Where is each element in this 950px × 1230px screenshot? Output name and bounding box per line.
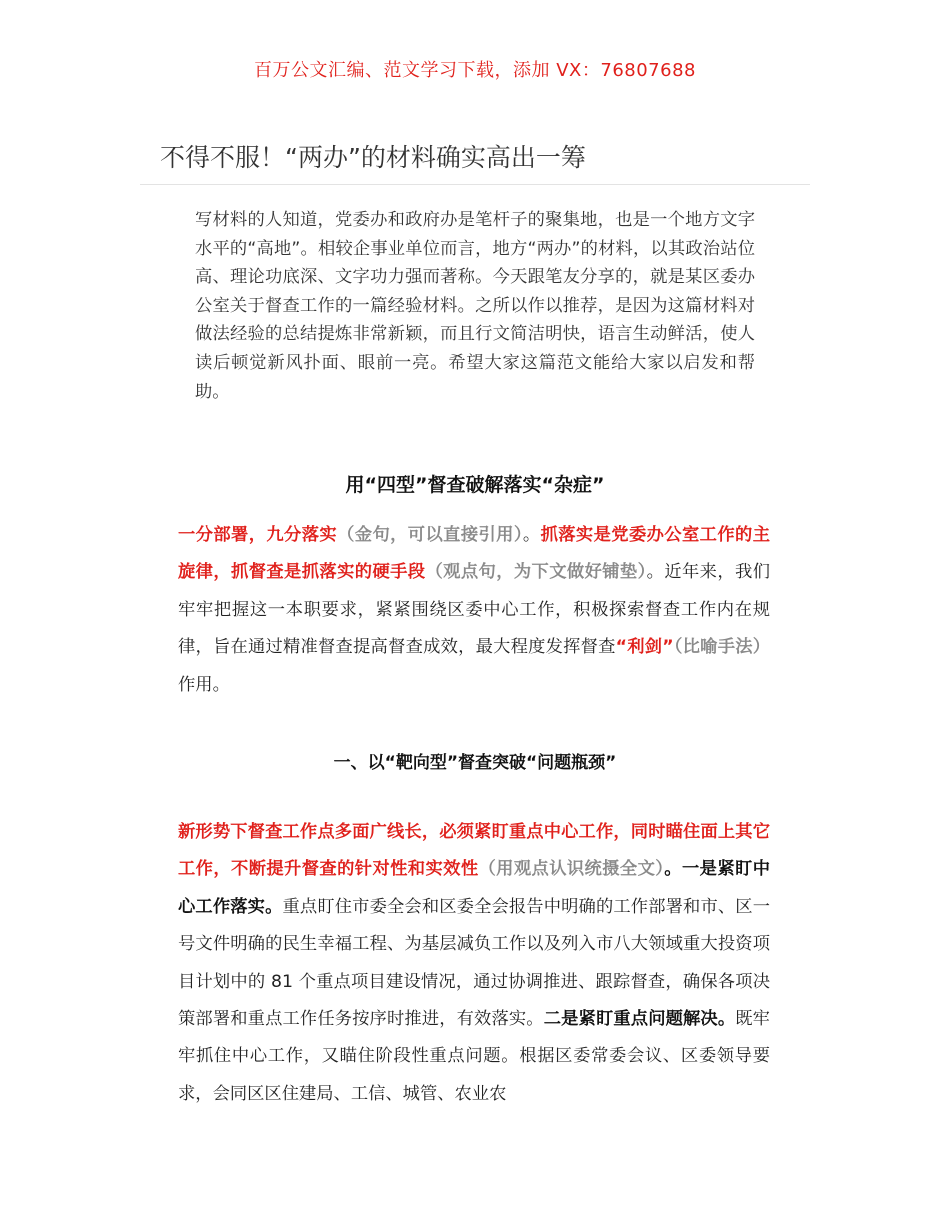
watermark-banner: 百万公文汇编、范文学习下载，添加 VX：76807688 (254, 60, 696, 81)
body-text: 既牢牢抓住中心工作，又瞄住阶段性重点问题。根据区委常委会议、区委领导要求，会同区区住建局、工信、城管、农业农 (178, 1009, 770, 1104)
subsection-title: 一、以“靶向型”督查突破“问题瓶颈” (333, 753, 617, 773)
highlight-text: 新形势下督查工作点多面广线长，必须紧盯重点中心工作，同时瞄住面上其它工作，不断提升督查的针对性和实效性 (178, 822, 770, 880)
point-heading: 一是紧盯中心工作落实。 (178, 859, 770, 917)
body-text: 。 (664, 859, 682, 880)
highlight-text: 抓落实是党委办公室工作的主旋律，抓督查是抓落实的硬手段 (178, 525, 770, 583)
body-text: 。近年来，我们牢牢把握这一本职要求，紧紧围绕区委中心工作，积极探索督查工作内在规律，旨在通过精准督查提高督查成效，最大程度发挥督查 (178, 562, 770, 658)
intro-paragraph: 写材料的人知道，党委办和政府办是笔杆子的聚集地，也是一个地方文字水平的“高地”。相较企事业单位而言，地方“两办”的材料，以其政治站位高、理论功底深、文字功力强而著称。今天跟笔友分享的，就是某区委办公室关于督查工作的一篇经验材料。之所以作以推荐，是因为这篇材料对做法经验的总结提炼非常新颖，而且行文简洁明快，语言生动鲜活，使人读后顿觉新风扑面、眼前一亮。希望大家这篇范文能给大家以启发和帮助。 (195, 210, 755, 402)
paragraph-2 (178, 814, 770, 1113)
annotation-note: （比喻手法） (673, 637, 770, 658)
highlight-text: “利剑” (615, 637, 674, 658)
section-title: 用“四型”督查破解落实“杂症” (345, 474, 605, 496)
article-title: 不得不服！“两办”的材料确实高出一筹 (160, 143, 586, 172)
title-divider (140, 184, 810, 185)
annotation-note: （金句，可以直接引用） (337, 525, 523, 545)
paragraph-1 (178, 517, 770, 704)
highlight-text: 一分部署，九分落实 (178, 525, 338, 545)
annotation-note: （观点句，为下文做好铺垫） (425, 562, 647, 583)
body-text: 重点盯住市委全会和区委全会报告中明确的工作部署和市、区一号文件明确的民生幸福工程、为基层减负工作以及列入市八大领域重大投资项目计划中的 81 个重点项目建设情况，通过协调推进、跟踪督查，确保各项决策部署和重点工作任务按序时推进，有效落实。 (178, 896, 770, 1030)
body-text: 作用。 (178, 674, 230, 695)
annotation-note: （用观点认识统摄全文） (478, 859, 665, 880)
body-text: 。 (522, 525, 541, 545)
point-heading: 二是紧盯重点问题解决。 (543, 1009, 736, 1030)
